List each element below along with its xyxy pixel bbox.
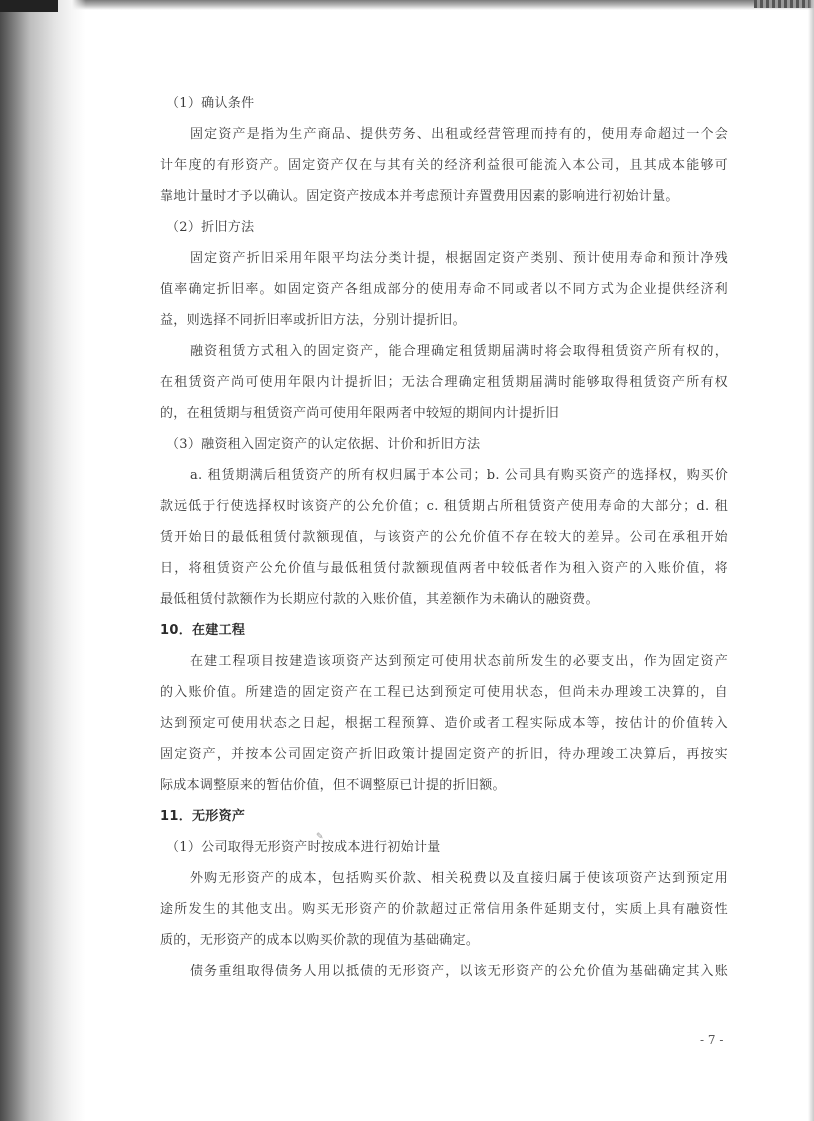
scan-top-edge — [0, 0, 814, 10]
paragraph-line: 款远低于行使选择权时该资产的公允价值；c. 租赁期占所租赁资产使用寿命的大部分；d. 租 — [160, 499, 728, 514]
paragraph-line: 赁开始日的最低租赁付款额现值，与该资产的公允价值不存在较大的差异。公司在承租开始 — [160, 530, 728, 545]
paragraph-line: 外购无形资产的成本，包括购买价款、相关税费以及直接归属于使该项资产达到预定用 — [190, 871, 728, 886]
paragraph-line: 计年度的有形资产。固定资产仅在与其有关的经济利益很可能流入本公司，且其成本能够可 — [160, 158, 728, 173]
paragraph-line: a. 租赁期满后租赁资产的所有权归属于本公司；b. 公司具有购买资产的选择权，购买价 — [190, 468, 728, 483]
paragraph-line: 益，则选择不同折旧率或折旧方法，分别计提折旧。 — [160, 313, 466, 328]
scan-corner-artifact — [0, 0, 58, 12]
paragraph-line: 在建工程项目按建造该项资产达到预定可使用状态前所发生的必要支出，作为固定资产 — [190, 654, 728, 669]
scan-smudge: ✎ — [316, 832, 324, 842]
paragraph-line: 际成本调整原来的暂估价值，但不调整原已计提的折旧额。 — [160, 778, 506, 793]
paragraph-line: 值率确定折旧率。如固定资产各组成部分的使用寿命不同或者以不同方式为企业提供经济利 — [160, 282, 728, 297]
subsection-heading: （2）折旧方法 — [166, 220, 255, 235]
paragraph-line: 债务重组取得债务人用以抵债的无形资产，以该无形资产的公允价值为基础确定其入账 — [190, 964, 728, 979]
subsection-heading: （1）公司取得无形资产时按成本进行初始计量 — [166, 840, 441, 855]
paragraph-line: 固定资产，并按本公司固定资产折旧政策计提固定资产的折旧，待办理竣工决算后，再按实 — [160, 747, 728, 762]
paragraph-line: 途所发生的其他支出。购买无形资产的价款超过正常信用条件延期支付，实质上具有融资性 — [160, 902, 728, 917]
section-heading: 11．无形资产 — [160, 809, 246, 824]
paragraph-line: 的，在租赁期与租赁资产尚可使用年限两者中较短的期间内计提折旧 — [160, 406, 560, 421]
scan-right-edge — [808, 0, 814, 1121]
paragraph-line: 在租赁资产尚可使用年限内计提折旧；无法合理确定租赁期届满时能够取得租赁资产所有权 — [160, 375, 728, 390]
subsection-heading: （3）融资租入固定资产的认定依据、计价和折旧方法 — [166, 437, 481, 452]
subsection-heading: （1）确认条件 — [166, 96, 255, 111]
paragraph-line: 质的，无形资产的成本以购买价款的现值为基础确定。 — [160, 933, 480, 948]
paragraph-line: 日，将租赁资产公允价值与最低租赁付款额现值两者中较低者作为租入资产的入账价值，将 — [160, 561, 728, 576]
paragraph-line: 固定资产折旧采用年限平均法分类计提，根据固定资产类别、预计使用寿命和预计净残 — [190, 251, 728, 266]
scan-top-right-artifact — [754, 0, 814, 8]
paragraph-line: 靠地计量时才予以确认。固定资产按成本并考虑预计弃置费用因素的影响进行初始计量。 — [160, 189, 679, 204]
paragraph-line: 的入账价值。所建造的固定资产在工程已达到预定可使用状态，但尚未办理竣工决算的，自 — [160, 685, 728, 700]
page-number: - 7 - — [700, 1033, 724, 1047]
paragraph-line: 固定资产是指为生产商品、提供劳务、出租或经营管理而持有的，使用寿命超过一个会 — [190, 127, 728, 142]
paragraph-line: 最低租赁付款额作为长期应付款的入账价值，其差额作为未确认的融资费。 — [160, 592, 599, 607]
paragraph-line: 达到预定可使用状态之日起，根据工程预算、造价或者工程实际成本等，按估计的价值转入 — [160, 716, 728, 731]
scan-binding-shadow — [0, 0, 86, 1121]
section-heading: 10．在建工程 — [160, 623, 246, 638]
paragraph-line: 融资租赁方式租入的固定资产，能合理确定租赁期届满时将会取得租赁资产所有权的， — [190, 344, 728, 359]
document-body — [160, 96, 728, 995]
